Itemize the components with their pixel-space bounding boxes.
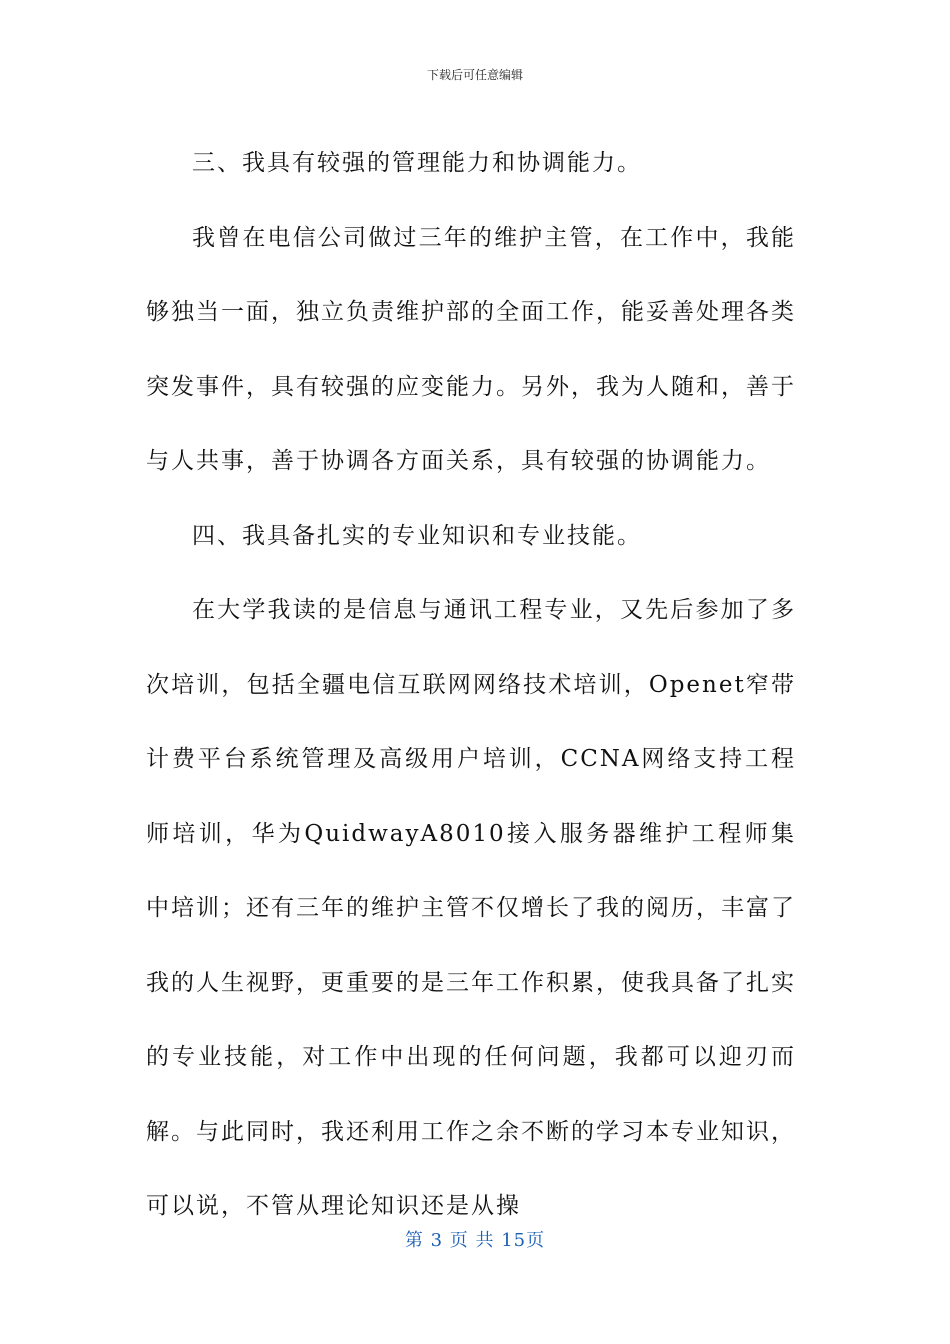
paragraph-section-three-heading: 三、我具有较强的管理能力和协调能力。	[192, 150, 642, 176]
paragraph-professional-training: 在大学我读的是信息与通讯工程专业，又先后参加了多次培训，包括全疆电信互联网网络技术培训，Openet窄带计费平台系统管理及高级用户培训，CCNA网络支持工程师培训，华为QuidwayA8010接入服务器维护工程师集中培训；还有三年的维护主管不仅增长了我的阅历，丰富了我的人生视野，更重要的是三年工作积累，使我具备了扎实的专业技能，对工作中出现的任何问题，我都可以迎刃而解。与此同时，我还利用工作之余不断的学习本专业知识，可以说，不管从理论知识还是从操	[146, 597, 796, 1219]
paragraph-management-experience: 我曾在电信公司做过三年的维护主管，在工作中，我能够独当一面，独立负责维护部的全面工作，能妥善处理各类突发事件，具有较强的应变能力。另外，我为人随和，善于与人共事，善于协调各方面关系，具有较强的协调能力。	[146, 224, 796, 474]
paragraph-section-four-heading: 四、我具备扎实的专业知识和专业技能。	[192, 522, 642, 549]
document-body	[146, 126, 796, 1244]
page-header: 下载后可任意编辑	[426, 68, 523, 82]
page-footer: 第 3 页 共 15页	[404, 1230, 546, 1251]
